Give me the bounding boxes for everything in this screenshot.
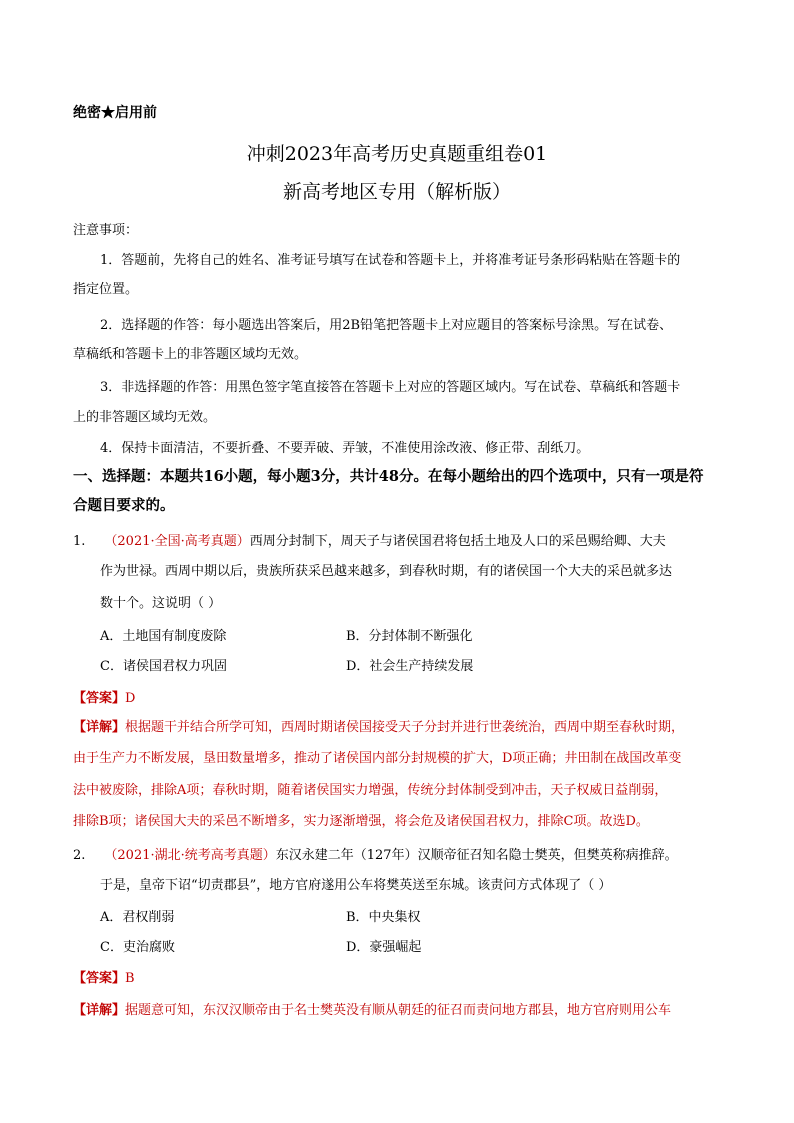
question-stem-line: 作为世禄。西周中期以后，贵族所获采邑越来越多，到春秋时期，有的诸侯国一个大夫的采邑就多达 bbox=[100, 564, 673, 579]
question-stem: 西周分封制下，周天子与诸侯国君将包括土地及人口的采邑赐给卿、大夫 bbox=[249, 534, 666, 549]
option-a: A．君权削弱 bbox=[100, 910, 175, 925]
detail-line bbox=[73, 999, 671, 1018]
detail-tag: 【详解】 bbox=[73, 1003, 126, 1018]
page-title: 冲刺2023年高考历史真题重组卷01 bbox=[246, 143, 548, 165]
answer-line bbox=[73, 687, 135, 706]
answer-tag: 【答案】 bbox=[73, 971, 126, 986]
note-line: 上的非答题区域均无效。 bbox=[73, 410, 217, 425]
page-subtitle: 新高考地区专用（解析版） bbox=[282, 181, 511, 203]
detail-text: 根据题干并结合所学可知，西周时期诸侯国接受天子分封并进行世袭统治，西周中期至春秋时期， bbox=[125, 720, 685, 735]
question-source: （2021·全国·高考真题） bbox=[104, 534, 250, 549]
question-stem-line: 于是，皇帝下诏“切责郡县”，地方官府遂用公车将樊英送至东城。该责问方式体现了（ ） bbox=[100, 878, 612, 893]
detail-text: 据题意可知，东汉汉顺帝由于名士樊英没有顺从朝廷的征召而责问地方郡县，地方官府则用公车 bbox=[125, 1003, 672, 1018]
detail-line: 由于生产力不断发展，垦田数量增多，推动了诸侯国内部分封规模的扩大，D项正确；井田制在战国改革变 bbox=[73, 751, 682, 766]
option-b: B．中央集权 bbox=[346, 910, 421, 925]
section-heading-cont: 合题目要求的。 bbox=[73, 497, 175, 514]
option-d: D．社会生产持续发展 bbox=[346, 659, 474, 674]
question-1 bbox=[73, 530, 666, 549]
note-line: 草稿纸和答题卡上的非答题区域均无效。 bbox=[73, 347, 308, 362]
answer-line bbox=[73, 967, 135, 986]
option-d: D．豪强崛起 bbox=[346, 940, 422, 955]
question-2 bbox=[73, 844, 678, 863]
note-line: 4．保持卡面清洁，不要折叠、不要弄破、弄皱，不准使用涂改液、修正带、刮纸刀。 bbox=[100, 441, 590, 456]
question-source: （2021·湖北·统考高考真题） bbox=[104, 848, 276, 863]
note-line: 指定位置。 bbox=[73, 282, 139, 297]
section-heading: 一、选择题：本题共16小题，每小题3分，共计48分。在每小题给出的四个选项中，只有一项是符 bbox=[73, 468, 704, 485]
notes-heading: 注意事项： bbox=[73, 223, 139, 238]
detail-tag: 【详解】 bbox=[73, 720, 126, 735]
detail-line: 排除B项；诸侯国大夫的采邑不断增多，实力逐渐增强，将会危及诸侯国君权力，排除C项。故选D。 bbox=[73, 814, 649, 829]
detail-line: 法中被废除，排除A项；春秋时期，随着诸侯国实力增强，传统分封体制受到冲击，天子权威日益削弱， bbox=[73, 783, 668, 798]
question-stem-line: 数十个。这说明（ ） bbox=[100, 596, 222, 611]
option-b: B．分封体制不断强化 bbox=[346, 629, 473, 644]
note-line: 1．答题前，先将自己的姓名、准考证号填写在试卷和答题卡上，并将准考证号条形码粘贴在答题卡的 bbox=[100, 253, 681, 268]
question-stem: 东汉永建二年（127年）汉顺帝征召知名隐士樊英，但樊英称病推辞。 bbox=[275, 848, 678, 863]
note-line: 3．非选择题的作答：用黑色签字笔直接答在答题卡上对应的答题区域内。写在试卷、草稿纸和答题卡 bbox=[100, 380, 681, 395]
detail-line bbox=[73, 716, 684, 735]
answer-tag: 【答案】 bbox=[73, 691, 126, 706]
option-c: C．诸侯国君权力巩固 bbox=[100, 659, 227, 674]
question-number: 1. bbox=[73, 534, 86, 549]
option-a: A．土地国有制度废除 bbox=[100, 629, 227, 644]
answer-value: D bbox=[125, 691, 136, 706]
answer-value: B bbox=[125, 971, 135, 986]
secret-label: 绝密★启用前 bbox=[73, 105, 157, 121]
note-line: 2．选择题的作答：每小题选出答案后，用2B铅笔把答题卡上对应题目的答案标号涂黑。写在试卷、 bbox=[100, 318, 673, 333]
option-c: C．吏治腐败 bbox=[100, 940, 175, 955]
question-number: 2. bbox=[73, 848, 86, 863]
